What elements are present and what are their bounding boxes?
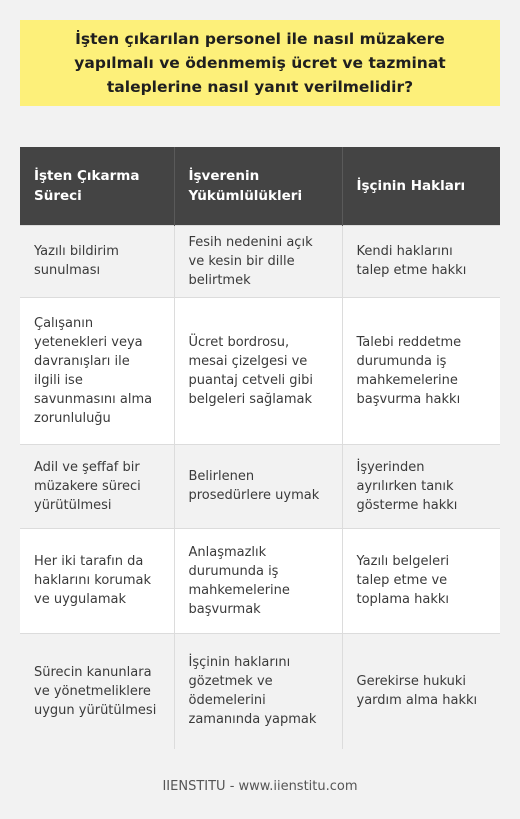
table-cell: Yazılı belgeleri talep etme ve toplama hakkı xyxy=(342,528,500,633)
table-cell: Çalışanın yetenekleri veya davranışları ile ilgili ise savunmasını alma zorunluluğu xyxy=(20,297,174,444)
table-cell: Belirlenen prosedürlere uymak xyxy=(174,444,342,528)
table-cell: Talebi reddetme durumunda iş mahkemelerine başvurma hakkı xyxy=(342,297,500,444)
rights-table xyxy=(20,147,500,749)
footer-credit: IIENSTITU - www.iienstitu.com xyxy=(162,779,358,794)
table-cell: Yazılı bildirim sunulması xyxy=(20,225,174,297)
column-header-employer-obligations: İşverenin Yükümlülükleri xyxy=(174,147,342,225)
column-header-process: İşten Çıkarma Süreci xyxy=(20,147,174,225)
table-row xyxy=(20,225,500,297)
table-row xyxy=(20,444,500,528)
table-cell: İşçinin haklarını gözetmek ve ödemelerini zamanında yapmak xyxy=(174,633,342,749)
table-row xyxy=(20,633,500,749)
page-title: İşten çıkarılan personel ile nasıl müzakere yapılmalı ve ödenmemiş ücret ve tazminat taleplerine nasıl yanıt verilmelidir? xyxy=(74,30,446,96)
table-cell: İşyerinden ayrılırken tanık gösterme hakkı xyxy=(342,444,500,528)
table-cell: Gerekirse hukuki yardım alma hakkı xyxy=(342,633,500,749)
table-cell: Sürecin kanunlara ve yönetmeliklere uygun yürütülmesi xyxy=(20,633,174,749)
table-cell: Kendi haklarını talep etme hakkı xyxy=(342,225,500,297)
table-cell: Ücret bordrosu, mesai çizelgesi ve puantaj cetveli gibi belgeleri sağlamak xyxy=(174,297,342,444)
table-row xyxy=(20,297,500,444)
table-header-row xyxy=(20,147,500,225)
table-cell: Anlaşmazlık durumunda iş mahkemelerine başvurmak xyxy=(174,528,342,633)
table-cell: Adil ve şeffaf bir müzakere süreci yürütülmesi xyxy=(20,444,174,528)
table-row xyxy=(20,528,500,633)
title-banner xyxy=(20,20,500,106)
column-header-employee-rights: İşçinin Hakları xyxy=(342,147,500,225)
table-cell: Her iki tarafın da haklarını korumak ve uygulamak xyxy=(20,528,174,633)
table-cell: Fesih nedenini açık ve kesin bir dille belirtmek xyxy=(174,225,342,297)
